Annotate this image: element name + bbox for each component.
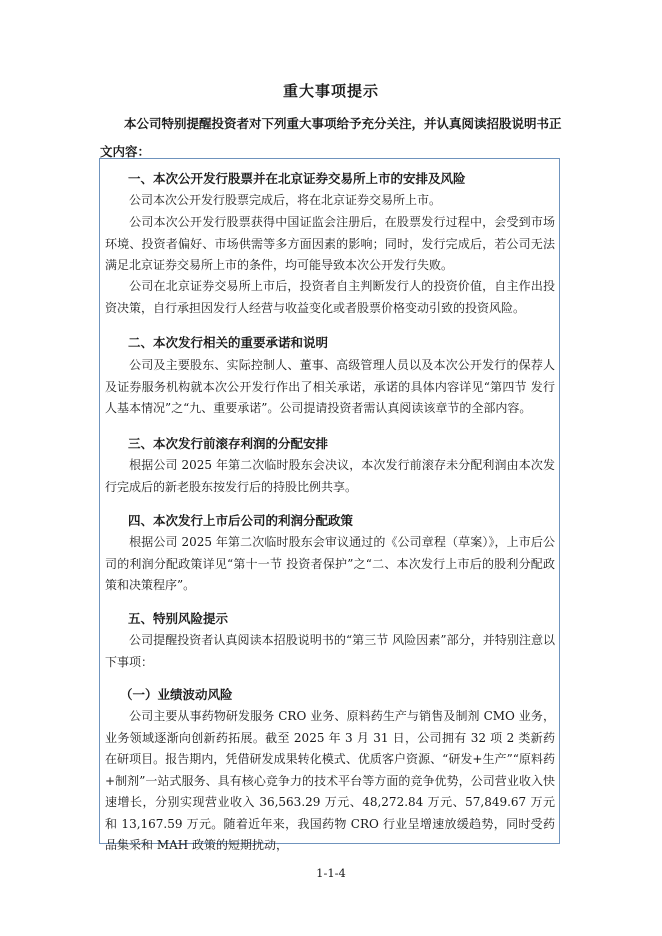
page-number: 1-1-4 <box>316 866 346 880</box>
document-title: 重大事项提示 <box>282 82 379 100</box>
section-1-heading: 一、本次公开发行股票并在北京证券交易所上市的安排及风险 <box>128 171 466 186</box>
subsection-1-heading: （一）业绩波动风险 <box>120 687 233 702</box>
section-1-paragraph-2: 公司本次公开发行股票获得中国证监会注册后，在股票发行过程中，会受到市场环境、投资者偏好、市场供需等多方面因素的影响；同时，发行完成后，若公司无法满足北京证券交易所上市的条件，均可能导致本次公开发行失败。 <box>105 215 555 272</box>
section-4-heading: 四、本次发行上市后公司的利润分配政策 <box>128 513 354 528</box>
section-5-heading: 五、特别风险提示 <box>128 611 229 626</box>
important-notice-box <box>99 158 560 852</box>
section-1-paragraph-3: 公司在北京证券交易所上市后，投资者自主判断发行人的投资价值，自主作出投资决策，自行承担因发行人经营与收益变化或者股票价格变动引致的投资风险。 <box>105 279 555 315</box>
section-3-heading: 三、本次发行前滚存利润的分配安排 <box>128 436 329 451</box>
section-4-paragraph-1: 根据公司 2025 年第二次临时股东会审议通过的《公司章程（草案）》，上市后公司的利润分配政策详见“第十一节 投资者保护”之“二、本次发行上市后的股利分配政策和决策程序”。 <box>105 535 555 592</box>
section-2-heading: 二、本次发行相关的重要承诺和说明 <box>128 335 329 350</box>
subsection-1-paragraph-1: 公司主要从事药物研发服务 CRO 业务、原料药生产与销售及制剂 CMO 业务，业务领域逐渐向创新药拓展。截至 2025 年 3 月 31 日，公司拥有 32 项 2 类新药在研项目。报告期内，凭借研发成果转化模式、优质客户资源、“研发+生产”“原料药+制剂”一站式服务、具有核心竞争力的技术平台等方面的竞争优势，公司营业收入快速增长，分别实现营业收入 36,563.29 万元、48,272.84 万元、57,849.67 万元和 13,167.59 万元。随着近年来，我国药物 CRO 行业呈增速放缓趋势，同时受药品集采和 MAH 政策的短期扰动， <box>105 709 555 852</box>
intro-text: 本公司特别提醒投资者对下列重大事项给予充分关注，并认真阅读招股说明书正文内容： <box>100 116 562 159</box>
section-1-paragraph-1: 公司本次公开发行股票完成后，将在北京证券交易所上市。 <box>129 193 442 207</box>
section-5-paragraph-1: 公司提醒投资者认真阅读本招股说明书的“第三节 风险因素”部分，并特别注意以下事项： <box>105 633 555 669</box>
section-2-paragraph-1: 公司及主要股东、实际控制人、董事、高级管理人员以及本次公开发行的保荐人及证券服务机构就本次公开发行作出了相关承诺，承诺的具体内容详见“第四节 发行人基本情况”之“九、重要承诺”。公司提请投资者需认真阅读该章节的全部内容。 <box>105 358 555 415</box>
section-3-paragraph-1: 根据公司 2025 年第二次临时股东会决议，本次发行前滚存未分配利润由本次发行完成后的新老股东按发行后的持股比例共享。 <box>105 458 555 494</box>
